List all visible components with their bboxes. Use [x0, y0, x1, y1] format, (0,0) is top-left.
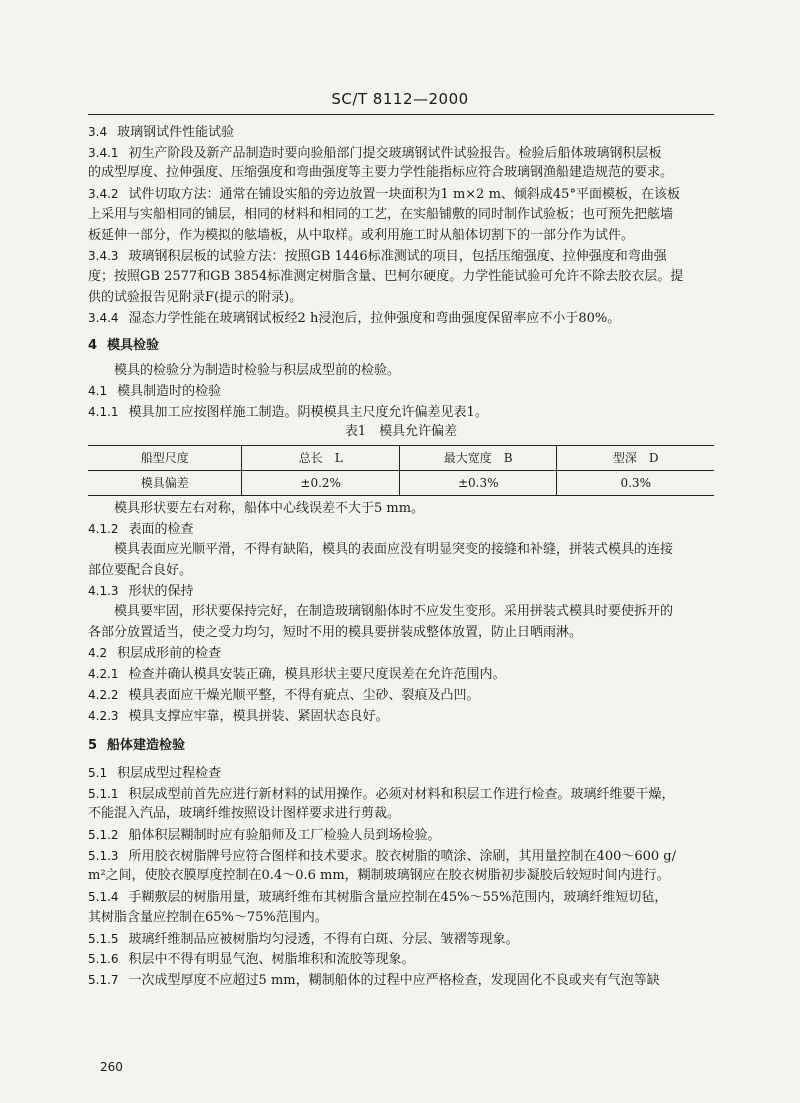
subsection-heading [88, 763, 714, 784]
paragraph-line [88, 866, 714, 886]
clause-text: 所用胶衣树脂牌号应符合图样和技术要求。胶衣树脂的喷涂、涂刷，其用量控制在400～600 g/ [128, 848, 677, 864]
clause-text: 玻璃纤维制品应被树脂均匀浸透，不得有白斑、分层、皱褶等现象。 [128, 931, 519, 947]
table-cell: ±0.2% [242, 470, 400, 495]
subsection-heading [88, 122, 714, 143]
paragraph-line [88, 664, 714, 685]
clause-text: 模具形状要左右对称，船体中心线误差不大于5 mm。 [114, 500, 425, 516]
clause-number: 4.1 [88, 384, 108, 399]
clause-text: 部位要配合良好。 [88, 562, 193, 578]
paragraph-line [88, 267, 714, 287]
clause-number: 4.2.2 [88, 687, 119, 702]
clause-number: 5.1.6 [88, 952, 119, 967]
table-header-cell: 最大宽度 B [399, 445, 557, 470]
clause-number: 5.1.3 [88, 848, 119, 863]
clause-text: 供的试验报告见附录F(提示的附录)。 [88, 289, 303, 305]
clause-number: 4.1.3 [88, 584, 119, 599]
paragraph-line [88, 970, 714, 991]
subsection-heading [88, 643, 714, 664]
clause-text: 积层成型前首先应进行新材料的试用操作。必须对材料和积层工作进行检查。玻璃纤维要干燥， [128, 786, 675, 802]
clause-text: 手糊敷层的树脂用量，玻璃纤维布其树脂含量应控制在45%～55%范围内，玻璃纤维短切毡， [128, 890, 668, 906]
header-rule [88, 114, 714, 115]
paragraph-line [88, 825, 714, 846]
clause-text: 板延伸一部分，作为模拟的舷墙板，从中取样。或利用施工时从船体切割下的一部分作为试件。 [88, 227, 635, 243]
clause-text: 湿态力学性能在玻璃钢试板经2 h浸泡后，拉伸强度和弯曲强度保留率应不小于80%。 [128, 311, 621, 327]
clause-text: 初生产阶段及新产品制造时要向验船部门提交玻璃钢试件试验报告。检验后船体玻璃钢积层板 [128, 145, 662, 161]
clause-text: m²之间，使胶衣膜厚度控制在0.4～0.6 mm，糊制玻璃钢应在胶衣树脂初步凝胶后较短时间内进行。 [88, 868, 670, 884]
paragraph-line [88, 184, 714, 205]
clause-text: 各部分放置适当，使之受力均匀，短时不用的模具要拼装成整体放置，防止日晒雨淋。 [88, 624, 583, 640]
clause-number: 5.1.1 [88, 786, 119, 801]
clause-number: 4.2.1 [88, 667, 119, 682]
subsection-heading [88, 381, 714, 402]
section-heading [88, 336, 714, 356]
clause-number: 4.2 [88, 646, 108, 661]
clause-number: 3.4.3 [88, 249, 119, 264]
clause-number: 5.1.2 [88, 828, 119, 842]
clause-number: 4 [88, 338, 98, 353]
clause-number: 5.1.4 [88, 890, 119, 905]
clause-text: 一次成型厚度不应超过5 mm，糊制船体的过程中应严格检查，发现固化不良或夹有气泡等缺 [128, 972, 660, 988]
clause-text: 模具的检验分为制造时检验与积层成型前的检验。 [114, 362, 401, 378]
clause-text: 积层成型过程检查 [117, 765, 222, 781]
clause-number: 5 [88, 738, 98, 754]
page-number: 260 [100, 1060, 123, 1074]
paragraph-line [88, 804, 714, 824]
table-cell: 模具偏差 [88, 470, 242, 495]
clause-text: 表面的检查 [128, 522, 194, 538]
clause-number: 5.1 [88, 765, 108, 780]
clause-number: 3.4.2 [88, 187, 119, 202]
subsection-heading [88, 581, 714, 602]
clause-text: 积层中不得有明显气泡、树脂堆积和流胶等现象。 [128, 952, 415, 968]
paragraph-line [88, 561, 714, 581]
table-header-cell: 总长 L [242, 445, 400, 470]
table-header-cell: 船型尺度 [88, 445, 242, 470]
table-cell: ±0.3% [399, 470, 557, 495]
clause-number: 5.1.5 [88, 931, 119, 946]
clause-text: 船体建造检验 [107, 738, 186, 754]
table-row [88, 445, 714, 470]
table-row [88, 470, 714, 495]
table-header-cell: 型深 D [557, 445, 714, 470]
paragraph-line [88, 163, 714, 183]
clause-number: 3.4.1 [88, 145, 119, 160]
paragraph-line [88, 361, 714, 381]
clause-text: 度；按照GB 2577和GB 3854标准测定树脂含量、巴柯尔硬度。力学性能试验可允许不除去胶衣层。提 [88, 268, 684, 284]
paragraph-line [88, 402, 714, 423]
tolerance-table [88, 445, 714, 496]
paragraph-line [88, 887, 714, 908]
paragraph-line [88, 226, 714, 246]
clause-text: 的成型厚度、拉伸强度、压缩强度和弯曲强度等主要力学性能指标应符合玻璃钢渔船建造规范的要求。 [88, 165, 674, 181]
clause-text: 模具表面应干燥光顺平整，不得有疵点、尘砂、裂痕及凸凹。 [128, 687, 480, 703]
clause-text: 模具制造时的检验 [117, 384, 222, 400]
clause-text: 上采用与实船相同的铺层，相同的材料和相同的工艺，在实船铺敷的同时制作试验板；也可预先把舷墙 [88, 206, 674, 222]
doc-header: SC/T 8112—2000 [331, 90, 469, 108]
paragraph-line [88, 929, 714, 950]
clause-number: 3.4 [88, 125, 108, 139]
clause-number: 3.4.4 [88, 311, 119, 326]
section-heading [88, 736, 714, 756]
paragraph-line [88, 784, 714, 805]
clause-text: 积层成形前的检查 [117, 646, 222, 662]
clause-text: 模具要牢固，形状要保持完好，在制造玻璃钢船体时不应发生变形。采用拼装式模具时要使拆开的 [114, 604, 674, 619]
subsection-heading [88, 519, 714, 540]
paragraph-line [88, 143, 714, 164]
clause-text: 玻璃钢积层板的试验方法：按照GB 1446标准测试的项目，包括压缩强度、拉伸强度和弯曲强 [128, 249, 667, 265]
clause-text: 模具支撑应牢靠，模具拼装、紧固状态良好。 [128, 708, 389, 724]
clause-number: 5.1.7 [88, 972, 119, 987]
clause-text: 玻璃钢试件性能试验 [117, 125, 235, 140]
clause-text: 其树脂含量应控制在65%～75%范围内。 [88, 909, 328, 925]
paragraph-line [88, 540, 714, 560]
paragraph-line [88, 288, 714, 308]
clause-text: 形状的保持 [128, 584, 194, 600]
clause-number: 4.1.1 [88, 405, 119, 420]
clause-number: 4.1.2 [88, 522, 119, 537]
paragraph-line [88, 908, 714, 928]
paragraph-line [88, 846, 714, 867]
table-cell: 0.3% [557, 470, 714, 495]
clause-text: 检查并确认模具安装正确，模具形状主要尺度误差在允许范围内。 [128, 667, 506, 683]
paragraph-line [88, 602, 714, 622]
clause-text: 试件切取方法：通常在铺设实船的旁边放置一块面积为1 m×2 m、倾斜成45°平面模板，在该板 [128, 187, 680, 203]
clause-number: 4.2.3 [88, 708, 119, 723]
paragraph-line [88, 706, 714, 727]
paragraph-line [88, 205, 714, 225]
clause-text: 不能混入汽品，玻璃纤维按照设计图样要求进行剪裁。 [88, 806, 401, 822]
paragraph-line [88, 685, 714, 706]
paragraph-line [88, 246, 714, 267]
clause-text: 模具加工应按图样施工制造。阴模模具主尺度允许偏差见表1。 [128, 405, 488, 421]
clause-text: 模具表面应光顺平滑，不得有缺陷，模具的表面应没有明显突变的接缝和补缝，拼装式模具的连接 [114, 541, 674, 557]
table-caption: 表1 模具允许偏差 [344, 423, 458, 439]
clause-text: 船体积层糊制时应有验船师及工厂检验人员到场检验。 [128, 828, 441, 843]
clause-text: 模具检验 [107, 338, 160, 353]
paragraph-line [88, 308, 714, 329]
paragraph-line [88, 623, 714, 643]
paragraph-line [88, 949, 714, 970]
paragraph-line [88, 499, 714, 519]
